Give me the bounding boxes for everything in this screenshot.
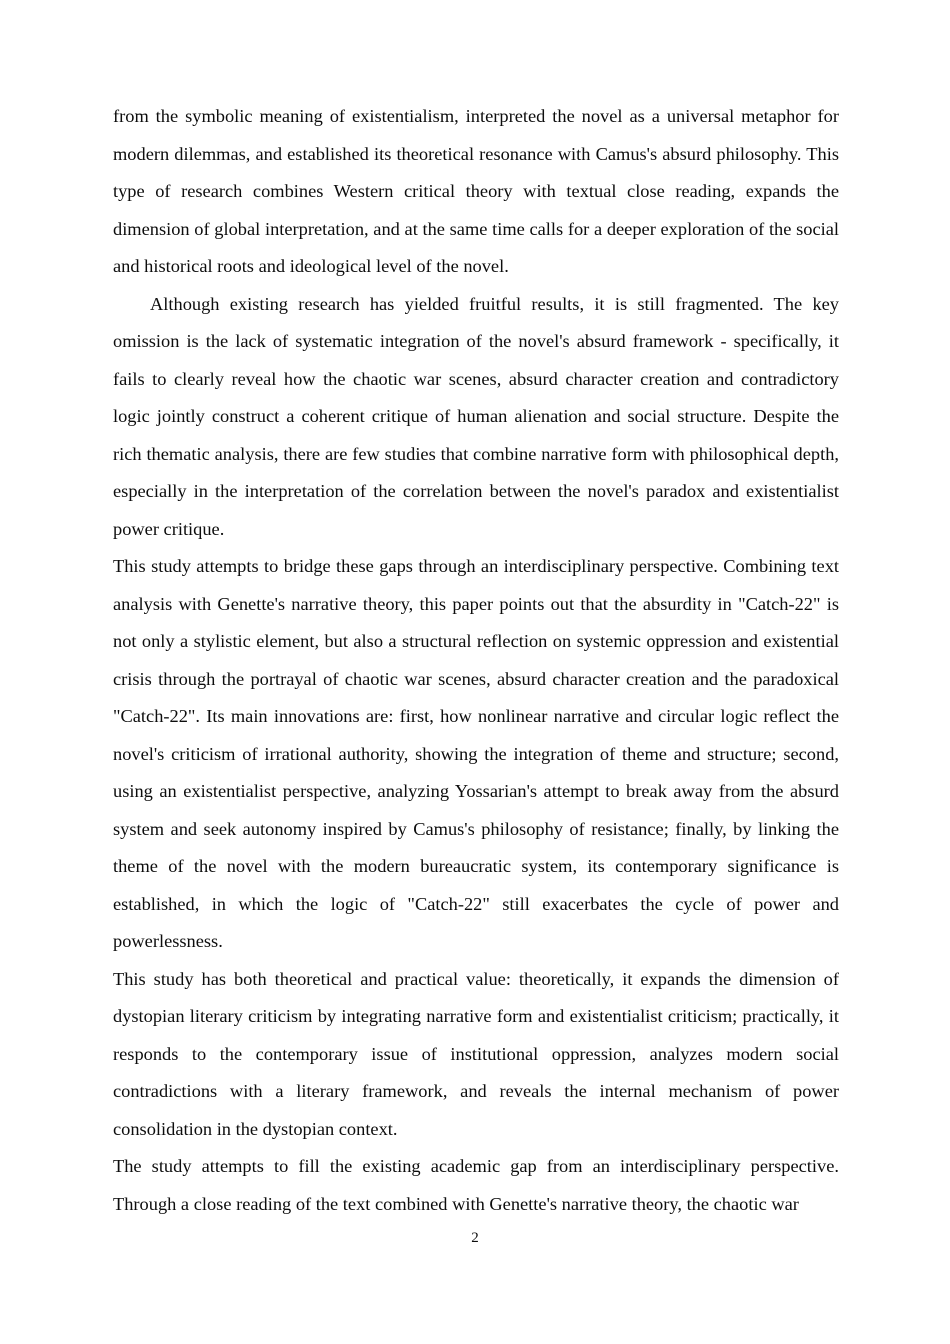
paragraph-study-value: This study has both theoretical and practical value: theoretically, it expands the dimension of dystopian literary criticism by integrating narrative form and existentialist criticism; practically, it responds to the contemporary issue of institutional oppression, analyzes modern social contradictions with a literary framework, and reveals the internal mechanism of power consolidation in the dystopian context. (113, 968, 839, 1139)
paragraph-study-approach: This study attempts to bridge these gaps through an interdisciplinary perspective. Combining text analysis with Genette's narrative theory, this paper points out that the absurdity in "Catch-22" is not only a stylistic element, but also a structural reflection on systemic oppression and existential crisis through the portrayal of chaotic war scenes, absurd character creation and the paradoxical "Catch-22". Its main innovations are: first, how nonlinear narrative and circular logic reflect the novel's criticism of irrational authority, showing the integration of theme and structure; second, using an existentialist perspective, analyzing Yossarian's attempt to break away from the absurd system and seek autonomy inspired by Camus's philosophy of resistance; finally, by linking the theme of the novel with the modern bureaucratic system, its contemporary significance is established, in which the logic of "Catch-22" still exacerbates the cycle of power and powerlessness. (113, 556, 839, 951)
paragraph-academic-gap: The study attempts to fill the existing academic gap from an interdisciplinary perspective. Through a close reading of the text combined with Genette's narrative theory, the chaotic war (113, 1156, 839, 1214)
page-number: 2 (471, 1230, 479, 1246)
body-text-column (113, 98, 839, 1223)
paragraph-research-gap: Although existing research has yielded fruitful results, it is still fragmented. The key omission is the lack of systematic integration of the novel's absurd framework - specifically, it fails to clearly reveal how the chaotic war scenes, absurd character creation and contradictory logic jointly construct a coherent critique of human alienation and social structure. Despite the rich thematic analysis, there are few studies that combine narrative form with philosophical depth, especially in the interpretation of the correlation between the novel's paradox and existentialist power critique. (113, 293, 839, 539)
paragraph-continuation: from the symbolic meaning of existentialism, interpreted the novel as a universal metaphor for modern dilemmas, and established its theoretical resonance with Camus's absurd philosophy. This type of research combines Western critical theory with textual close reading, expands the dimension of global interpretation, and at the same time calls for a deeper exploration of the social and historical roots and ideological level of the novel. (113, 106, 839, 276)
